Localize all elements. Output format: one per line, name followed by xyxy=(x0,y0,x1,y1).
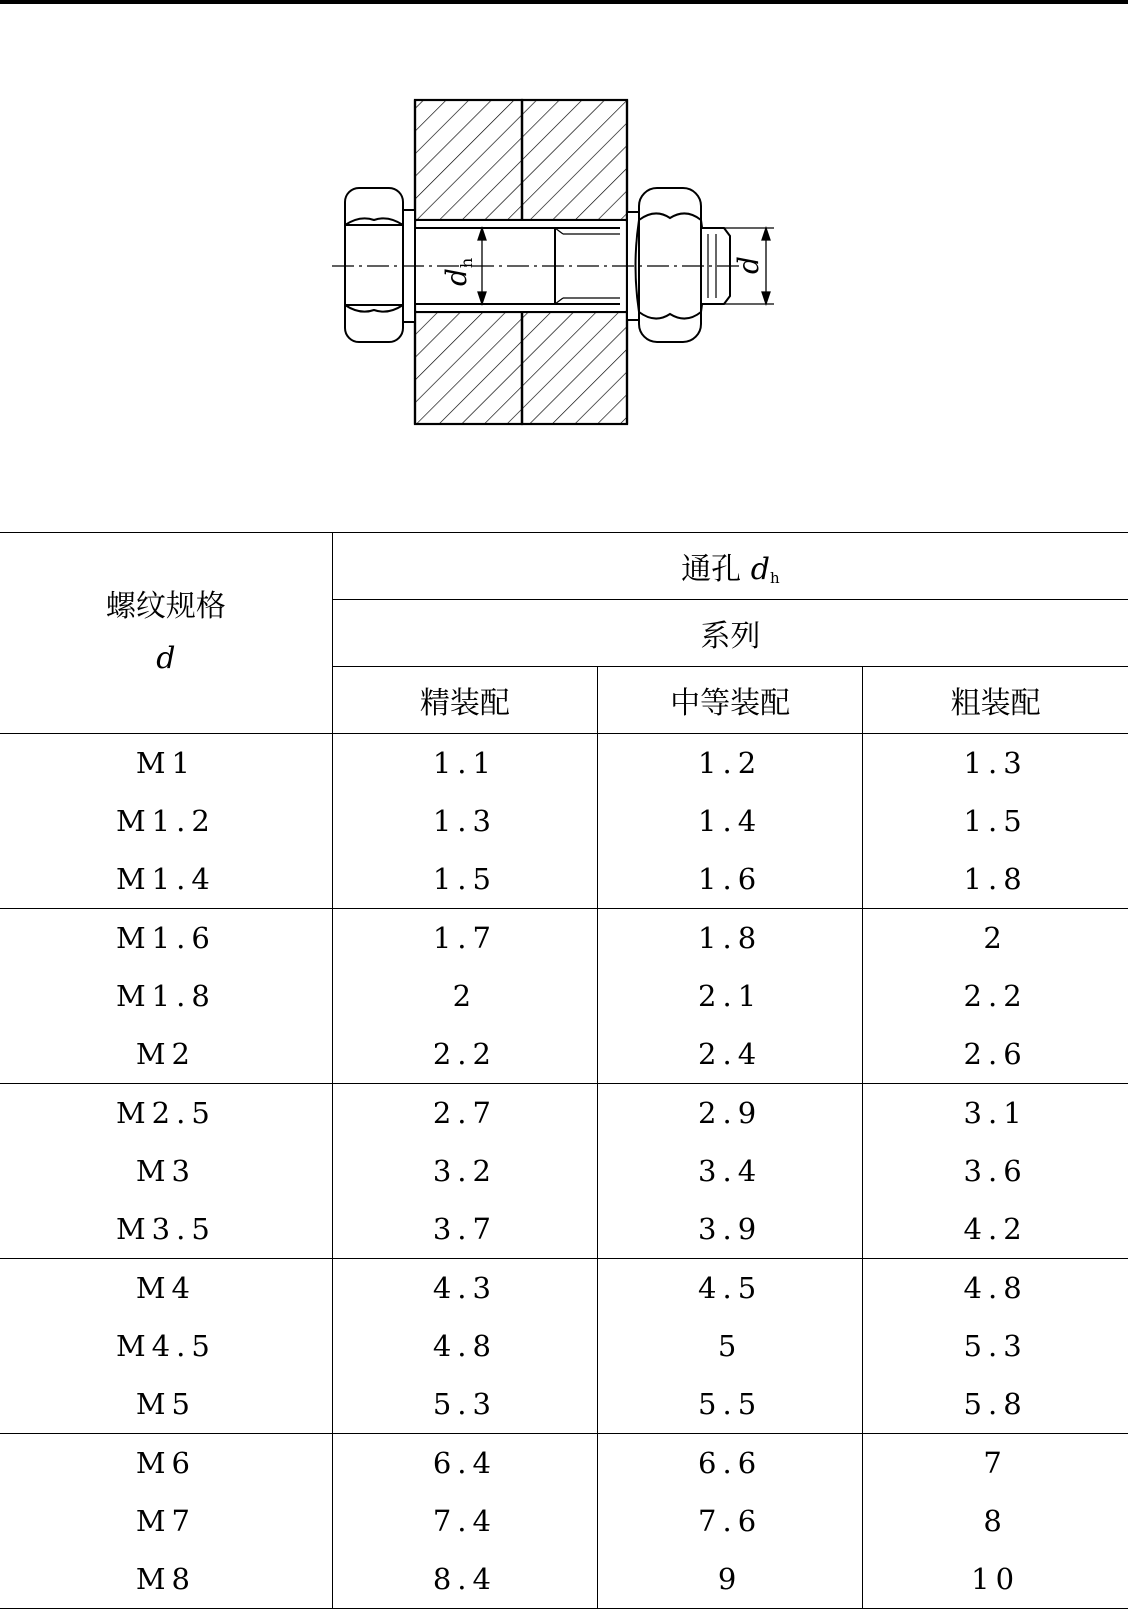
clearance-hole-symbol: dh xyxy=(750,552,780,587)
coarse-fit-cell: 4.8 xyxy=(963,1271,1028,1305)
series-header: 系列 xyxy=(332,600,1128,667)
medium-fit-cell: 9 xyxy=(598,1550,863,1609)
thread-size-cell: M1.6 xyxy=(0,909,332,968)
thread-spec-header xyxy=(0,533,332,734)
thread-size-cell: M2.5 xyxy=(0,1084,332,1143)
medium-fit-cell: 2.9 xyxy=(598,1084,863,1143)
medium-fit-cell: 3.4 xyxy=(598,1142,863,1200)
coarse-fit-cell: 3.1 xyxy=(963,1096,1028,1130)
coarse-fit-cell: 2 xyxy=(983,921,1008,955)
thread-size-cell: M6 xyxy=(0,1434,332,1493)
table-row xyxy=(0,1142,1128,1200)
fine-fit-cell: 2 xyxy=(332,967,597,1025)
thread-size-cell: M3 xyxy=(0,1142,332,1200)
medium-fit-cell: 1.6 xyxy=(598,850,863,909)
fine-fit-cell: 3.2 xyxy=(332,1142,597,1200)
medium-fit-cell: 1.8 xyxy=(598,909,863,968)
fine-fit-cell: 1.7 xyxy=(332,909,597,968)
fine-fit-cell: 2.2 xyxy=(332,1025,597,1084)
table-row xyxy=(0,734,1128,793)
coarse-fit-cell: 7 xyxy=(983,1446,1008,1480)
top-rule xyxy=(0,0,1128,4)
fine-fit-cell: 1.5 xyxy=(332,850,597,909)
table-row xyxy=(0,1434,1128,1493)
table-row xyxy=(0,967,1128,1025)
bolt-joint-diagram xyxy=(320,90,800,440)
table-row xyxy=(0,1084,1128,1143)
fine-fit-cell: 1.3 xyxy=(332,792,597,850)
table-row xyxy=(0,1492,1128,1550)
fine-fit-cell: 4.8 xyxy=(332,1317,597,1375)
fine-fit-cell: 2.7 xyxy=(332,1084,597,1143)
nut xyxy=(627,188,705,342)
medium-fit-cell: 5 xyxy=(598,1317,863,1375)
coarse-fit-cell: 2.2 xyxy=(963,979,1028,1013)
table-row xyxy=(0,1259,1128,1318)
fine-fit-cell: 7.4 xyxy=(332,1492,597,1550)
medium-fit-cell: 3.9 xyxy=(598,1200,863,1259)
table-row xyxy=(0,909,1128,968)
medium-fit-cell: 2.1 xyxy=(598,967,863,1025)
medium-fit-cell: 4.5 xyxy=(598,1259,863,1318)
thread-size-cell: M1.2 xyxy=(0,792,332,850)
thread-size-cell: M1 xyxy=(0,734,332,793)
clearance-hole-label: 通孔 xyxy=(681,552,742,587)
medium-fit-cell: 6.6 xyxy=(598,1434,863,1493)
thread-size-cell: M2 xyxy=(0,1025,332,1084)
table-row xyxy=(0,792,1128,850)
thread-size-cell: M4 xyxy=(0,1259,332,1318)
table-row xyxy=(0,1025,1128,1084)
bolt-head xyxy=(345,188,415,342)
table-row xyxy=(0,1200,1128,1259)
thread-spec-symbol: d xyxy=(156,641,176,676)
fine-fit-cell: 5.3 xyxy=(332,1375,597,1434)
medium-fit-cell: 7.6 xyxy=(598,1492,863,1550)
medium-fit-cell: 1.2 xyxy=(598,734,863,793)
thread-size-cell: M8 xyxy=(0,1550,332,1609)
coarse-fit-cell: 4.2 xyxy=(863,1200,1128,1259)
coarse-fit-cell: 1.5 xyxy=(963,804,1028,838)
table-row xyxy=(0,1550,1128,1609)
table-body xyxy=(0,734,1128,1609)
medium-fit-cell: 1.4 xyxy=(598,792,863,850)
fine-fit-cell: 8.4 xyxy=(332,1550,597,1609)
d-label: d xyxy=(732,256,765,274)
clearance-hole-table xyxy=(0,532,1128,1609)
medium-fit-cell: 2.4 xyxy=(598,1025,863,1084)
thread-size-cell: M3.5 xyxy=(0,1200,332,1259)
coarse-fit-cell: 2.6 xyxy=(863,1025,1128,1084)
coarse-fit-cell: 1.8 xyxy=(863,850,1128,909)
table-row xyxy=(0,1317,1128,1375)
thread-spec-label: 螺纹规格 xyxy=(105,589,226,624)
coarse-fit-cell: 5.8 xyxy=(863,1375,1128,1434)
fine-fit-cell: 4.3 xyxy=(332,1259,597,1318)
coarse-fit-cell: 3.6 xyxy=(963,1154,1028,1188)
fine-fit-cell: 1.1 xyxy=(332,734,597,793)
coarse-fit-cell: 10 xyxy=(863,1550,1128,1609)
thread-size-cell: M1.4 xyxy=(0,850,332,909)
coarse-fit-cell: 5.3 xyxy=(963,1329,1028,1363)
fine-fit-cell: 3.7 xyxy=(332,1200,597,1259)
medium-fit-cell: 5.5 xyxy=(598,1375,863,1434)
thread-size-cell: M4.5 xyxy=(0,1317,332,1375)
thread-size-cell: M1.8 xyxy=(0,967,332,1025)
table-row xyxy=(0,1375,1128,1434)
clearance-hole-header xyxy=(332,533,1128,600)
table-row xyxy=(0,850,1128,909)
coarse-fit-cell: 1.3 xyxy=(963,746,1028,780)
coarse-fit-cell: 8 xyxy=(983,1504,1008,1538)
dh-label: $d_h$ xyxy=(440,257,476,286)
fine-fit-header: 精装配 xyxy=(332,667,597,734)
fine-fit-cell: 6.4 xyxy=(332,1434,597,1493)
medium-fit-header: 中等装配 xyxy=(598,667,863,734)
thread-size-cell: M5 xyxy=(0,1375,332,1434)
thread-size-cell: M7 xyxy=(0,1492,332,1550)
coarse-fit-header: 粗装配 xyxy=(863,667,1128,734)
